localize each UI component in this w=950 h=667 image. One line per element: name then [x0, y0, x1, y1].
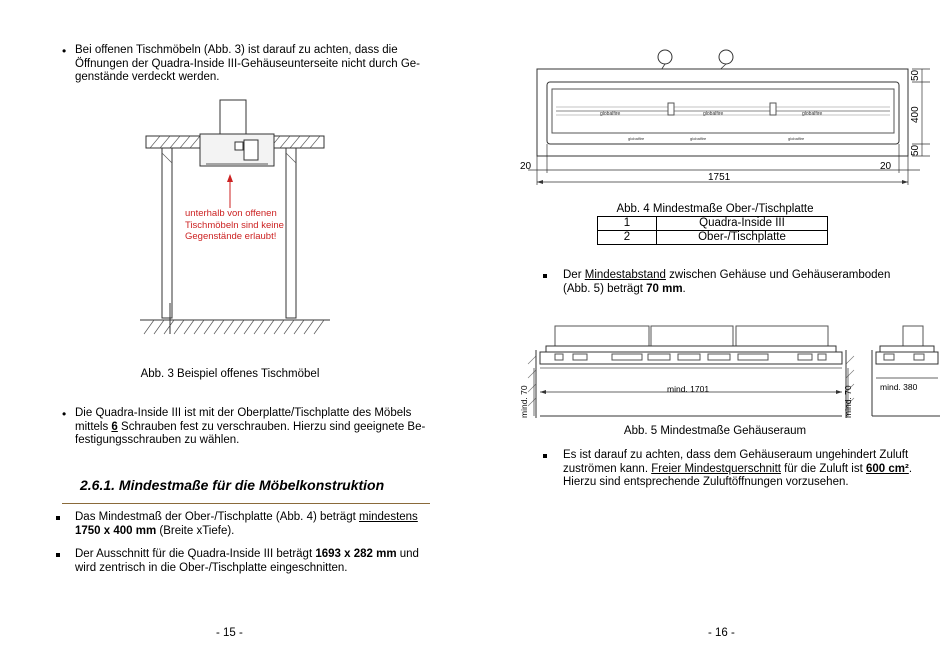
text-span: Der: [563, 269, 585, 281]
fig5-caption: Abb. 5 Mindestmaße Gehäuseraum: [623, 425, 807, 437]
bullet-dot: •: [62, 407, 67, 421]
square-bullet: [56, 553, 60, 557]
fig5-width-label: mind. 1701: [667, 384, 710, 394]
svg-text:globalfire: globalfire: [788, 136, 805, 141]
text-span: zuströmen kann.: [563, 462, 652, 475]
dim-width-label: 1751: [708, 172, 731, 183]
text-line: Öffnungen der Quadra-Inside III-Gehäuseunterseite nicht durch Ge-: [75, 57, 420, 70]
text-line: genstände verdeckt werden.: [75, 71, 220, 83]
fig3-caption: Abb. 3 Beispiel offenes Tischmöbel: [140, 368, 320, 380]
text-line: festigungsschrauben zu wählen.: [75, 434, 240, 446]
page-number-right: - 16 -: [708, 627, 735, 639]
text-span: mindestens: [359, 511, 418, 523]
fig3-note: [185, 208, 284, 243]
item1-text: [75, 511, 429, 538]
bullet2-text: [75, 407, 429, 448]
text-line: [563, 283, 917, 297]
text-line: [75, 525, 429, 539]
text-span: 600 cm²: [865, 462, 909, 475]
dim-mid: 400: [910, 106, 921, 123]
text-span: (Breite xTiefe).: [156, 524, 235, 537]
text-line: [75, 511, 429, 525]
table-cell: Ober-/Tischplatte: [657, 231, 828, 245]
text-line: [75, 421, 429, 435]
bullet-dot: •: [62, 44, 67, 58]
note-line: Gegenstände erlaubt!: [185, 231, 277, 242]
square-bullet: [56, 516, 60, 520]
square-bullet: [543, 454, 547, 458]
text-line: Es ist darauf zu achten, dass dem Gehäuseraum ungehindert Zuluft: [563, 449, 909, 461]
text-line: Bei offenen Tischmöbeln (Abb. 3) ist darauf zu achten, dass die: [75, 44, 398, 56]
text-span: .: [908, 462, 913, 475]
text-span: (Abb. 5) beträgt: [563, 282, 647, 295]
item2-text: [75, 548, 429, 575]
fig5-housing-space-drawing: [518, 320, 940, 420]
table-cell: 2: [598, 231, 657, 245]
text-span: Der Ausschnitt für die Quadra-Inside III beträgt: [75, 548, 316, 560]
note-line: unterhalb von offenen: [185, 208, 277, 219]
svg-text:globalfire: globalfire: [628, 136, 645, 141]
text-span: .: [682, 282, 686, 295]
text-line: [75, 548, 429, 562]
text-span: 1693 x 282 mm: [315, 548, 397, 560]
table-row: [598, 217, 828, 231]
text-line: Die Quadra-Inside III ist mit der Oberplatte/Tischplatte des Möbels: [75, 407, 412, 419]
dim-top: 50: [910, 69, 921, 81]
screw-count: 6: [111, 420, 118, 433]
fig5-height-label-left: mind. 70: [519, 385, 529, 418]
text-span: 1750 x 400 mm: [75, 524, 157, 537]
square-bullet: [543, 274, 547, 278]
page-number-left: - 15 -: [216, 627, 243, 639]
table-cell: 1: [598, 217, 657, 231]
text-span: mittels: [75, 420, 112, 433]
svg-text:globalfire: globalfire: [600, 111, 621, 117]
text-span: Schrauben fest zu verschrauben. Hierzu sind geeignete Be-: [117, 420, 426, 433]
text-span: Freier Mindestquerschnitt: [651, 462, 781, 475]
bullet1-text: [75, 44, 429, 85]
text-line: [563, 463, 917, 477]
dim-bottom: 50: [910, 144, 921, 156]
svg-text:globalfire: globalfire: [703, 111, 724, 117]
table-row: [598, 231, 828, 245]
section-divider: [62, 503, 430, 504]
text-span: zwischen Gehäuse und Gehäuseramboden: [665, 269, 891, 281]
text-line: Hierzu sind entsprechende Zuluftöffnungen vorzusehen.: [563, 476, 849, 488]
fig5-side-label: mind. 380: [880, 382, 918, 392]
dim-right: 20: [880, 161, 892, 172]
table-cell: Quadra-Inside III: [657, 217, 828, 231]
text-span: Das Mindestmaß der Ober-/Tischplatte (Abb. 4) beträgt: [75, 511, 359, 523]
note-line: Tischmöbeln sind keine: [185, 219, 284, 231]
text-span: 70 mm: [646, 282, 683, 295]
dim-left: 20: [520, 161, 532, 172]
text-span: für die Zuluft ist: [780, 462, 866, 475]
fig5-height-label-right: mind. 70: [843, 385, 853, 418]
fig4-legend-table: [597, 216, 828, 245]
svg-text:globalfire: globalfire: [802, 111, 823, 117]
fig4-caption: Abb. 4 Mindestmaße Ober-/Tischplatte: [616, 203, 814, 215]
text-span: und: [396, 548, 419, 560]
text-span: Mindestabstand: [584, 269, 666, 281]
item3-text: [563, 269, 917, 296]
svg-text:globalfire: globalfire: [690, 136, 707, 141]
text-line: wird zentrisch in die Ober-/Tischplatte eingeschnitten.: [75, 561, 348, 574]
fig4-tabletop-drawing: [520, 45, 940, 190]
item4-text: [563, 449, 917, 490]
text-line: [563, 269, 917, 283]
section-heading: 2.6.1. Mindestmaße für die Möbelkonstruktion: [80, 477, 385, 493]
